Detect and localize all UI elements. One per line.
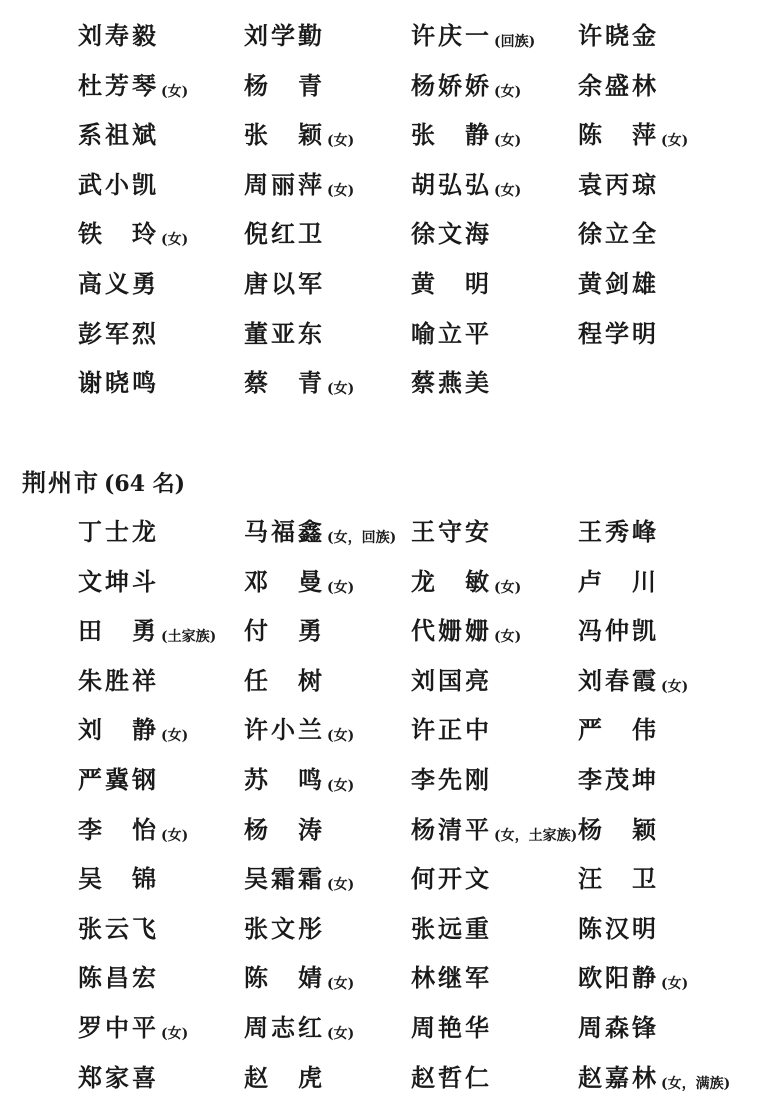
person-name: 喻立平 xyxy=(411,318,492,348)
person-name: 冯仲凯 xyxy=(578,616,659,646)
person-name: 杨 涛 xyxy=(244,814,325,844)
name-entry xyxy=(244,958,354,998)
person-name: 马福鑫 xyxy=(244,517,325,546)
person-name: 刘国亮 xyxy=(411,665,492,695)
person-note: (女) xyxy=(661,976,689,993)
name-entry xyxy=(578,958,688,998)
person-name: 欧阳静 xyxy=(578,963,659,993)
person-name: 许正中 xyxy=(411,715,492,745)
name-entry xyxy=(244,363,354,403)
person-name: 林继军 xyxy=(411,963,492,993)
name-entry xyxy=(411,363,492,403)
person-name: 程学明 xyxy=(578,318,659,348)
person-name: 徐文海 xyxy=(411,219,492,249)
person-note: (女) xyxy=(327,133,355,150)
person-name: 李 怡 xyxy=(78,814,159,844)
person-note: (女) xyxy=(661,678,689,695)
person-name: 陈 萍 xyxy=(578,120,659,150)
person-name: 黄 明 xyxy=(411,269,492,298)
name-entry xyxy=(244,611,325,651)
person-note: (女) xyxy=(327,579,355,596)
name-row xyxy=(0,1058,784,1098)
person-name: 谢晓鸣 xyxy=(78,368,159,398)
person-name: 杨 颖 xyxy=(578,814,659,844)
person-name: 彭军烈 xyxy=(78,318,159,348)
person-name: 周森锋 xyxy=(578,1013,659,1042)
name-entry xyxy=(244,165,354,205)
person-note: (女) xyxy=(661,133,689,150)
person-name: 付 勇 xyxy=(244,616,325,646)
name-entry xyxy=(244,760,354,800)
person-name: 李先刚 xyxy=(411,765,492,794)
person-name: 赵 虎 xyxy=(244,1062,325,1092)
person-name: 刘 静 xyxy=(78,715,159,745)
person-name: 吴霜霜 xyxy=(244,864,325,894)
name-entry xyxy=(411,16,535,56)
person-note: (女) xyxy=(161,232,189,249)
person-name: 张远重 xyxy=(411,913,492,943)
name-entry xyxy=(78,1058,159,1098)
name-entry xyxy=(78,661,159,701)
person-name: 陈汉明 xyxy=(578,913,659,943)
name-entry xyxy=(78,214,188,254)
name-entry xyxy=(244,1008,354,1048)
name-entry xyxy=(578,214,659,254)
name-entry xyxy=(578,16,659,56)
person-name: 李茂坤 xyxy=(578,765,659,794)
name-entry xyxy=(244,710,354,750)
name-entry xyxy=(578,264,659,304)
section-count: (64 名) xyxy=(104,471,186,497)
name-entry xyxy=(578,66,659,106)
name-entry xyxy=(411,958,492,998)
person-name: 苏 鸣 xyxy=(244,765,325,794)
person-name: 杜芳琴 xyxy=(78,70,159,100)
person-name: 张云飞 xyxy=(78,913,159,943)
name-entry xyxy=(411,314,492,354)
name-entry xyxy=(578,314,659,354)
name-entry xyxy=(411,562,521,602)
person-name: 武小凯 xyxy=(78,169,159,199)
person-name: 唐以军 xyxy=(244,269,325,298)
name-entry xyxy=(411,661,492,701)
name-entry xyxy=(78,710,188,750)
person-name: 田 勇 xyxy=(78,616,159,646)
name-entry xyxy=(578,512,659,552)
person-note: (女) xyxy=(327,976,355,993)
name-entry xyxy=(578,1058,730,1098)
person-name: 杨 青 xyxy=(244,70,325,100)
name-entry xyxy=(411,859,492,899)
person-name: 卢 川 xyxy=(578,566,659,596)
name-entry xyxy=(244,512,396,552)
name-entry xyxy=(78,810,188,850)
name-entry xyxy=(244,909,325,949)
person-note: (女) xyxy=(494,83,522,100)
person-note: (女，土家族) xyxy=(494,827,578,844)
person-name: 邓 曼 xyxy=(244,566,325,596)
name-entry xyxy=(78,16,159,56)
person-name: 丁士龙 xyxy=(78,517,159,546)
person-name: 陈昌宏 xyxy=(78,963,159,993)
person-name: 赵嘉林 xyxy=(578,1062,659,1092)
person-name: 蔡燕美 xyxy=(411,368,492,398)
person-name: 刘学勤 xyxy=(244,21,325,50)
person-note: (女) xyxy=(327,381,355,398)
name-entry xyxy=(578,859,659,899)
person-name: 杨清平 xyxy=(411,814,492,844)
name-entry xyxy=(244,264,325,304)
name-row xyxy=(0,165,784,205)
person-note: (女，满族) xyxy=(661,1075,731,1092)
person-note: (女) xyxy=(161,728,189,745)
person-name: 杨娇娇 xyxy=(411,70,492,100)
name-row xyxy=(0,512,784,552)
person-name: 系祖斌 xyxy=(78,120,159,150)
name-row xyxy=(0,264,784,304)
person-name: 刘寿毅 xyxy=(78,21,159,50)
person-name: 徐立全 xyxy=(578,219,659,249)
name-entry xyxy=(78,363,159,403)
name-entry xyxy=(78,611,216,651)
person-name: 周志红 xyxy=(244,1013,325,1042)
name-row xyxy=(0,760,784,800)
name-entry xyxy=(578,562,659,602)
person-name: 高义勇 xyxy=(78,269,159,298)
person-name: 蔡 青 xyxy=(244,368,325,398)
name-row xyxy=(0,859,784,899)
name-row xyxy=(0,314,784,354)
name-entry xyxy=(244,115,354,155)
person-name: 周丽萍 xyxy=(244,169,325,199)
person-note: (女) xyxy=(327,1026,355,1042)
name-row xyxy=(0,363,784,403)
name-entry xyxy=(78,760,159,800)
name-entry xyxy=(78,115,159,155)
person-name: 王守安 xyxy=(411,517,492,546)
person-note: (女) xyxy=(327,877,355,894)
person-name: 郑家喜 xyxy=(78,1062,159,1092)
person-note: (女) xyxy=(494,133,522,150)
person-note: (女) xyxy=(161,827,189,844)
person-name: 王秀峰 xyxy=(578,517,659,546)
person-name: 文坤斗 xyxy=(78,566,159,596)
name-entry xyxy=(244,661,325,701)
name-entry xyxy=(78,314,159,354)
name-entry xyxy=(244,859,354,899)
name-entry xyxy=(411,66,521,106)
person-name: 张 颖 xyxy=(244,120,325,150)
name-entry xyxy=(411,214,492,254)
person-name: 陈 婧 xyxy=(244,963,325,993)
person-name: 倪红卫 xyxy=(244,219,325,249)
person-note: (女) xyxy=(494,629,522,646)
name-entry xyxy=(578,810,659,850)
person-name: 许晓金 xyxy=(578,21,659,50)
person-name: 张 静 xyxy=(411,120,492,150)
name-row xyxy=(0,611,784,651)
person-name: 汪 卫 xyxy=(578,864,659,894)
name-row xyxy=(0,909,784,949)
name-entry xyxy=(578,611,659,651)
person-note: (女) xyxy=(161,1026,189,1042)
name-entry xyxy=(78,958,159,998)
name-entry xyxy=(411,512,492,552)
name-entry xyxy=(244,314,325,354)
person-note: (土家族) xyxy=(161,629,217,646)
person-name: 何开文 xyxy=(411,864,492,894)
person-name: 董亚东 xyxy=(244,318,325,348)
name-entry xyxy=(578,115,688,155)
name-entry xyxy=(411,264,492,304)
name-entry xyxy=(78,165,159,205)
section-title: 荆州市 xyxy=(22,469,100,497)
name-entry xyxy=(578,661,688,701)
name-entry xyxy=(78,66,188,106)
name-entry xyxy=(411,115,521,155)
name-entry xyxy=(244,1058,325,1098)
name-entry xyxy=(578,165,659,205)
person-note: (女) xyxy=(494,182,522,199)
person-name: 余盛林 xyxy=(578,70,659,100)
name-row xyxy=(0,562,784,602)
name-row xyxy=(0,710,784,750)
person-note: (女，回族) xyxy=(327,530,397,546)
name-entry xyxy=(244,16,325,56)
person-name: 铁 玲 xyxy=(78,219,159,249)
person-name: 许庆一 xyxy=(411,21,492,50)
name-row xyxy=(0,661,784,701)
person-name: 赵哲仁 xyxy=(411,1062,492,1092)
name-row xyxy=(0,958,784,998)
person-name: 代姗姗 xyxy=(411,616,492,646)
name-row xyxy=(0,810,784,850)
name-entry xyxy=(411,760,492,800)
person-name: 许小兰 xyxy=(244,715,325,745)
person-name: 严 伟 xyxy=(578,715,659,745)
name-entry xyxy=(78,859,159,899)
person-name: 胡弘弘 xyxy=(411,169,492,199)
name-entry xyxy=(411,1008,492,1048)
person-note: (女) xyxy=(327,182,355,199)
name-entry xyxy=(244,66,325,106)
name-entry xyxy=(411,909,492,949)
person-name: 朱胜祥 xyxy=(78,665,159,695)
name-entry xyxy=(78,264,159,304)
name-entry xyxy=(578,1008,659,1048)
person-name: 周艳华 xyxy=(411,1013,492,1042)
name-entry xyxy=(578,710,659,750)
name-row xyxy=(0,1008,784,1048)
person-note: (女) xyxy=(161,83,189,100)
person-note: (女) xyxy=(327,728,355,745)
name-row xyxy=(0,214,784,254)
name-entry xyxy=(411,611,521,651)
person-name: 罗中平 xyxy=(78,1013,159,1042)
name-row xyxy=(0,66,784,106)
name-entry xyxy=(78,562,159,602)
name-entry xyxy=(244,810,325,850)
person-name: 任 树 xyxy=(244,665,325,695)
name-entry xyxy=(78,512,159,552)
person-note: (女) xyxy=(494,579,522,596)
name-entry xyxy=(411,1058,492,1098)
person-name: 吴 锦 xyxy=(78,864,159,894)
section-heading xyxy=(22,463,185,503)
person-name: 黄剑雄 xyxy=(578,269,659,298)
name-entry xyxy=(78,909,159,949)
person-name: 张文彤 xyxy=(244,913,325,943)
name-row xyxy=(0,16,784,56)
name-entry xyxy=(411,710,492,750)
name-entry xyxy=(411,165,521,205)
name-entry xyxy=(78,1008,188,1048)
person-note: (回族) xyxy=(494,34,536,50)
name-entry xyxy=(411,810,577,850)
name-entry xyxy=(244,562,354,602)
person-name: 严冀钢 xyxy=(78,765,159,794)
name-entry xyxy=(244,214,325,254)
name-row xyxy=(0,115,784,155)
person-name: 袁丙琼 xyxy=(578,169,659,199)
person-note: (女) xyxy=(327,778,355,794)
person-name: 龙 敏 xyxy=(411,566,492,596)
name-entry xyxy=(578,760,659,800)
person-name: 刘春霞 xyxy=(578,665,659,695)
name-entry xyxy=(578,909,659,949)
